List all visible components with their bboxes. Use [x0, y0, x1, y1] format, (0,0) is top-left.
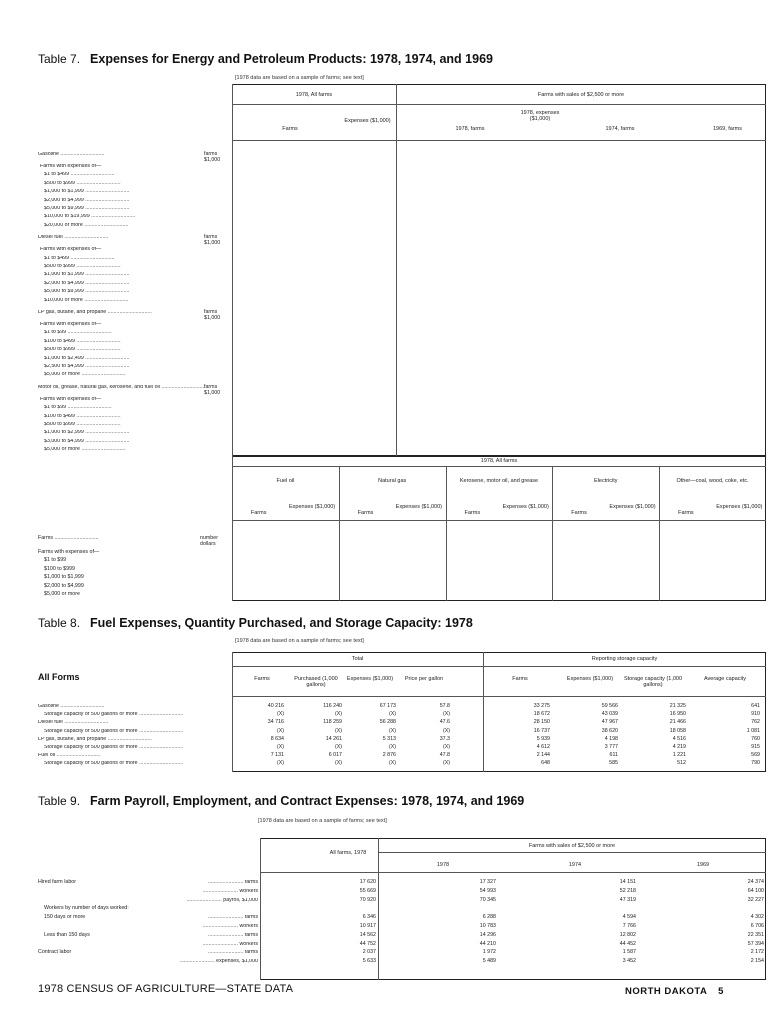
t8-cell: 67 173 — [379, 703, 396, 709]
t8-row-label: Fuel oil .............................. — [38, 753, 101, 759]
hdr-farms-1978: 1978, farms — [455, 126, 485, 132]
lower-stub-row: $1 to $99 — [44, 557, 67, 564]
t9-cell: 4 594 — [622, 914, 636, 921]
t9-cell: 17 620 — [359, 879, 376, 885]
stub-unit: $1,000 — [204, 157, 221, 163]
t9-cell: 2 037 — [362, 949, 376, 956]
t8-cell: 915 — [751, 744, 760, 750]
footer-page: 5 — [718, 986, 724, 997]
t8-row-label: Storage capacity of 500 gallons or more .............................. — [44, 712, 184, 718]
t8-col-header: Expenses ($1,000) — [346, 676, 394, 682]
hdr-all-farms-1978: 1978, All farms — [295, 92, 333, 98]
t9-cell: 70 345 — [479, 896, 496, 903]
hdr-sales-group: Farms with sales of $2,500 or more — [537, 92, 625, 98]
t8-cell: 56 288 — [379, 719, 396, 726]
t9-unit: ........................ workers — [202, 941, 258, 947]
stub-row: $500 to $999 .............................. — [44, 422, 121, 427]
t8-cell: 790 — [751, 760, 760, 767]
t8-cell: (X) — [334, 727, 342, 734]
t9-cell: 14 296 — [479, 931, 496, 938]
t8-row-label: Gasoline .............................. — [38, 704, 105, 709]
t9-cell: 4 302 — [750, 914, 764, 921]
t8-cell: 1 221 — [672, 752, 686, 759]
t9-unit: ........................ farms — [207, 880, 258, 885]
t7-sub-header: 1978, All farms — [480, 458, 518, 464]
t8-row-label: Storage capacity of 500 gallons or more .............................. — [44, 745, 184, 750]
t9-cell: 55 669 — [359, 887, 376, 894]
t8-col-header: Farms — [512, 676, 528, 682]
t9-cell: 32 227 — [747, 896, 764, 903]
t9-cell: 44 752 — [359, 940, 376, 947]
hdr-expenses-1978: 1978, expenses ($1,000) — [520, 110, 560, 123]
t9-year: 1974 — [568, 862, 582, 868]
lower-group-header: Other—coal, wood, coke, etc. — [676, 478, 749, 484]
stub-row: LP gas, butane, and propane .............................. — [38, 310, 152, 315]
lower-col-expenses: Expenses ($1,000) — [289, 504, 336, 510]
t8-cell: 47 967 — [601, 719, 618, 726]
table7-note: [1978 data are based on a sample of farms; see text] — [235, 75, 364, 81]
t8-cell: (X) — [442, 727, 450, 734]
t9-cell: 54 993 — [479, 887, 496, 894]
t9-group: Farms with sales of $2,500 or more — [528, 843, 616, 849]
t8-cell: 38 620 — [601, 727, 618, 734]
t9-cell: 6 288 — [482, 914, 496, 921]
t8-cell: 16 950 — [669, 711, 686, 718]
hdr-farms: Farms — [282, 126, 298, 132]
t8-cell: 569 — [751, 752, 760, 759]
t8-cell: 18 058 — [669, 727, 686, 734]
stub-row: $1,000 to $1,999 .............................. — [44, 189, 130, 195]
lower-col-farms: Farms — [250, 510, 267, 516]
lower-stub-row: Farms with expenses of— — [38, 549, 100, 555]
t8-cell: 116 240 — [323, 703, 342, 709]
t8-row-label: Storage capacity of 500 gallons or more .............................. — [44, 728, 184, 734]
t9-unit: ........................ payroll, $1,000 — [186, 897, 258, 903]
lower-col-expenses: Expenses ($1,000) — [502, 504, 549, 510]
t8-cell: 2 876 — [382, 752, 396, 759]
t9-cell: 17 327 — [479, 879, 496, 885]
t9-stub: Contract labor — [38, 949, 72, 956]
table8-heading: Fuel Expenses, Quantity Purchased, and Storage Capacity: 1978 — [90, 616, 473, 630]
t9-cell: 57 394 — [747, 940, 764, 947]
stub-row: $10,000 or more .............................. — [44, 297, 129, 303]
t8-col-header: Purchased (1,000 gallons) — [294, 676, 338, 689]
t9-cell: 10 783 — [479, 923, 496, 929]
t9-cell: 5 489 — [482, 958, 496, 965]
lower-col-farms: Farms — [571, 510, 587, 516]
t8-cell: 611 — [609, 752, 618, 759]
t8-cell: 910 — [751, 711, 760, 718]
stub-row: $2,000 to $4,999 .............................. — [44, 197, 130, 203]
t8-cell: (X) — [442, 760, 450, 767]
t9-stub: Hired farm labor — [38, 879, 76, 885]
stub-unit: farms — [204, 234, 218, 241]
stub-row: $5,000 or more .............................. — [44, 372, 126, 378]
table9-title — [38, 794, 524, 808]
t9-unit: ........................ farms — [207, 915, 258, 921]
stub-row: Diesel fuel .............................. — [38, 235, 109, 241]
table8-title — [38, 616, 473, 630]
t8-cell: 28 150 — [533, 719, 550, 726]
lower-col-expenses: Expenses ($1,000) — [716, 504, 763, 510]
t9-year: 1969 — [696, 862, 710, 868]
t8-col-header: Farms — [254, 676, 270, 682]
t8-cell: (X) — [334, 711, 342, 718]
t8-cell: 4 612 — [536, 744, 550, 750]
t9-cell: 24 374 — [747, 879, 764, 885]
t8-cell: 641 — [751, 703, 760, 709]
t8-cell: (X) — [276, 760, 284, 767]
lower-col-farms: Farms — [357, 510, 374, 516]
stub-unit: farms — [204, 309, 218, 315]
hdr-farms-1974: 1974, farms — [605, 126, 635, 132]
stub-row: $1 to $99 .............................. — [44, 330, 112, 336]
stub-unit: $1,000 — [204, 315, 221, 321]
t9-cell: 1 972 — [482, 949, 496, 956]
footer-state: NORTH DAKOTA — [625, 986, 707, 997]
t9-cell: 70 920 — [359, 896, 376, 903]
t9-cell: 22 351 — [747, 931, 764, 938]
t8-col-header: Storage capacity (1,000 gallons) — [623, 676, 683, 689]
stub-row: $5,000 to $9,999 .............................. — [44, 206, 130, 211]
table8-note: [1978 data are based on a sample of farms; see text] — [235, 638, 364, 644]
t8-cell: 18 672 — [533, 711, 550, 718]
t8-cell: 34 716 — [267, 719, 284, 726]
lower-group-header: Kerosene, motor oil, and grease — [459, 478, 539, 484]
stub-unit: farms — [204, 383, 218, 390]
table7-number: Table 7. — [38, 52, 81, 66]
stub-row: $500 to $999 .............................. — [44, 180, 121, 186]
t8-cell: 33 275 — [533, 703, 550, 709]
table9-heading: Farm Payroll, Employment, and Contract Expenses: 1978, 1974, and 1969 — [90, 794, 525, 808]
t8-cell: 4 516 — [672, 735, 686, 742]
t9-cell: 52 218 — [619, 887, 636, 894]
t9-cell: 10 917 — [359, 923, 376, 929]
t9-cell: 14 151 — [619, 879, 636, 885]
stub-row: $2,000 to $4,999 .............................. — [44, 280, 130, 286]
t8-cell: 512 — [677, 760, 686, 767]
stub-row: $100 to $499 .............................. — [44, 413, 121, 419]
table9-number: Table 9. — [38, 794, 81, 808]
t8-cell: 8 634 — [270, 735, 284, 742]
t9-cell: 2 154 — [750, 958, 764, 965]
t9-cell: 2 172 — [750, 949, 764, 956]
t8-cell: (X) — [334, 760, 342, 767]
t8-cell: 43 039 — [601, 711, 618, 718]
stub-row: Farms with expenses of— — [40, 396, 102, 402]
t8-cell: 7 131 — [270, 752, 284, 759]
t9-cell: 44 452 — [619, 940, 636, 947]
lower-unit: dollars — [200, 541, 216, 547]
lower-stub-row: Farms .............................. — [38, 535, 99, 541]
t8-cell: 2 144 — [536, 752, 550, 759]
t9-cell: 3 452 — [622, 958, 636, 965]
t8-group-storage: Reporting storage capacity — [591, 656, 658, 662]
stub-unit: $1,000 — [204, 389, 221, 396]
hdr-farms-1969: 1969, farms — [712, 126, 743, 132]
t8-cell: 648 — [541, 760, 550, 767]
t8-col-header: Expenses ($1,000) — [566, 676, 614, 682]
t8-col-header: Average capacity — [703, 676, 747, 682]
lower-col-expenses: Expenses ($1,000) — [609, 504, 656, 510]
lower-unit: number — [200, 535, 218, 541]
t9-cell: 6 706 — [750, 923, 764, 929]
t9-cell: 5 633 — [362, 958, 376, 965]
stub-row: $1 to $99 .............................. — [44, 405, 112, 411]
stub-row: Motor oil, grease, natural gas, kerosene, and fuel oil .............................. — [38, 384, 206, 390]
t8-cell: (X) — [388, 727, 396, 734]
lower-col-expenses: Expenses ($1,000) — [395, 504, 442, 510]
t8-cell: 59 566 — [601, 703, 618, 709]
lower-group-header: Fuel oil — [276, 478, 295, 484]
footer-left: 1978 CENSUS OF AGRICULTURE—STATE DATA — [38, 983, 294, 995]
t9-stub: 150 days or more — [44, 914, 86, 921]
t8-cell: 47.6 — [439, 719, 450, 726]
t8-cell: 4 198 — [604, 735, 618, 742]
t9-cell: 7 766 — [622, 923, 636, 929]
stub-row: $5,000 to $9,999 .............................. — [44, 289, 130, 295]
t9-stub: Less than 150 days — [44, 931, 90, 938]
t8-cell: 47.8 — [439, 752, 450, 759]
stub-unit: $1,000 — [204, 240, 221, 247]
t8-group-total: Total — [351, 656, 364, 662]
lower-stub-row: $1,000 to $1,999 — [44, 574, 84, 581]
stub-row: $10,000 to $19,999 .............................. — [44, 214, 136, 220]
lower-stub-row: $5,000 or more — [44, 591, 80, 597]
t9-cell: 12 802 — [619, 931, 636, 938]
t8-cell: 6 017 — [328, 752, 342, 759]
footer-right — [625, 986, 724, 997]
t8-cell: 16 737 — [533, 727, 550, 734]
hdr-expenses: Expenses ($1,000) — [344, 118, 391, 124]
t9-cell: 1 587 — [622, 949, 636, 956]
t8-col-header: Price per gallon — [404, 676, 444, 682]
t9-cell: 14 562 — [359, 931, 376, 938]
lower-col-farms: Farms — [464, 510, 481, 516]
t8-cell: (X) — [442, 711, 450, 718]
t8-cell: 585 — [609, 760, 618, 767]
t9-year: 1978 — [436, 862, 450, 868]
t8-cell: (X) — [276, 727, 284, 734]
stub-row: $20,000 or more .............................. — [44, 222, 129, 228]
stub-row: Farms with expenses of— — [40, 164, 102, 169]
t9-stub: Workers by number of days worked: — [44, 905, 129, 912]
stub-row: $1,000 to $2,999 .............................. — [44, 430, 130, 436]
t9-unit: ........................ expenses, $1,000 — [179, 959, 258, 965]
stub-row: $1,000 to $1,999 .............................. — [44, 272, 130, 278]
t9-cell: 64 100 — [747, 887, 764, 894]
stub-row: Gasoline .............................. — [38, 152, 105, 157]
table7-heading: Expenses for Energy and Petroleum Products: 1978, 1974, and 1969 — [90, 52, 493, 66]
lower-group-header: Electricity — [594, 478, 618, 484]
stub-row: $100 to $499 .............................. — [44, 338, 121, 344]
t8-cell: 1 081 — [746, 727, 760, 734]
lower-stub-row: $100 to $999 — [44, 565, 75, 572]
t9-cell: 6 346 — [362, 914, 376, 921]
t8-cell: 21 466 — [669, 719, 686, 726]
t8-cell: 37.3 — [439, 735, 450, 742]
t9-cell: 47 319 — [619, 896, 636, 903]
stub-row: $1,000 to $2,499 .............................. — [44, 355, 130, 361]
t8-cell: (X) — [388, 711, 396, 718]
table9-note: [1978 data are based on a sample of farms; see text] — [258, 818, 387, 824]
stub-unit: farms — [204, 151, 218, 157]
stub-row: $1 to $499 .............................. — [44, 172, 115, 178]
t8-row-label: Storage capacity of 500 gallons or more .............................. — [44, 761, 184, 767]
t9-unit: ........................ workers — [202, 924, 258, 929]
table8-number: Table 8. — [38, 616, 81, 630]
table7-title — [38, 52, 493, 66]
stub-row: $500 to $999 .............................. — [44, 264, 121, 269]
stub-row: Farms with expenses of— — [40, 322, 102, 327]
t8-cell: 40 216 — [267, 703, 284, 709]
t8-row-label: LP gas, butane, and propane .............................. — [38, 736, 152, 742]
lower-group-header: Natural gas — [378, 478, 407, 484]
t8-cell: 57.8 — [439, 703, 450, 709]
stub-row: $1 to $499 .............................. — [44, 255, 115, 261]
t8-cell: 760 — [751, 735, 760, 742]
stub-row: $5,000 or more .............................. — [44, 447, 126, 453]
stub-row: $2,500 to $4,999 .............................. — [44, 364, 130, 369]
t9-col-all: All farms, 1978 — [329, 850, 367, 856]
t8-cell: 21 325 — [669, 703, 686, 709]
t8-cell: (X) — [334, 744, 342, 750]
lower-stub-row: $2,000 to $4,999 — [44, 582, 84, 589]
t8-cell: 3 777 — [604, 744, 618, 750]
stub-row: Farms with expenses of— — [40, 247, 102, 253]
lower-col-farms: Farms — [678, 510, 694, 516]
t8-cell: (X) — [276, 744, 284, 750]
t8-cell: (X) — [388, 760, 396, 767]
t8-cell: 118 259 — [323, 719, 342, 726]
t8-cell: (X) — [276, 711, 284, 718]
t8-row-label: Diesel fuel .............................. — [38, 720, 109, 726]
t9-unit: ........................ farms — [207, 932, 258, 938]
t8-cell: 14 261 — [325, 735, 342, 742]
t9-unit: ........................ workers — [202, 888, 258, 894]
t8-cell: 5 939 — [536, 735, 550, 742]
t8-cell: 5 313 — [382, 735, 396, 742]
t8-cell: 762 — [751, 719, 760, 726]
t8-cell: (X) — [442, 744, 450, 750]
t8-cell: 4 219 — [672, 744, 686, 750]
t9-cell: 44 210 — [479, 940, 496, 947]
t8-cell: (X) — [388, 744, 396, 750]
t9-unit: ........................ farms — [207, 950, 258, 956]
stub-row: $500 to $999 .............................. — [44, 347, 121, 353]
stub-row: $3,000 to $4,999 .............................. — [44, 438, 130, 444]
table8-side-label: All Forms — [38, 672, 80, 682]
